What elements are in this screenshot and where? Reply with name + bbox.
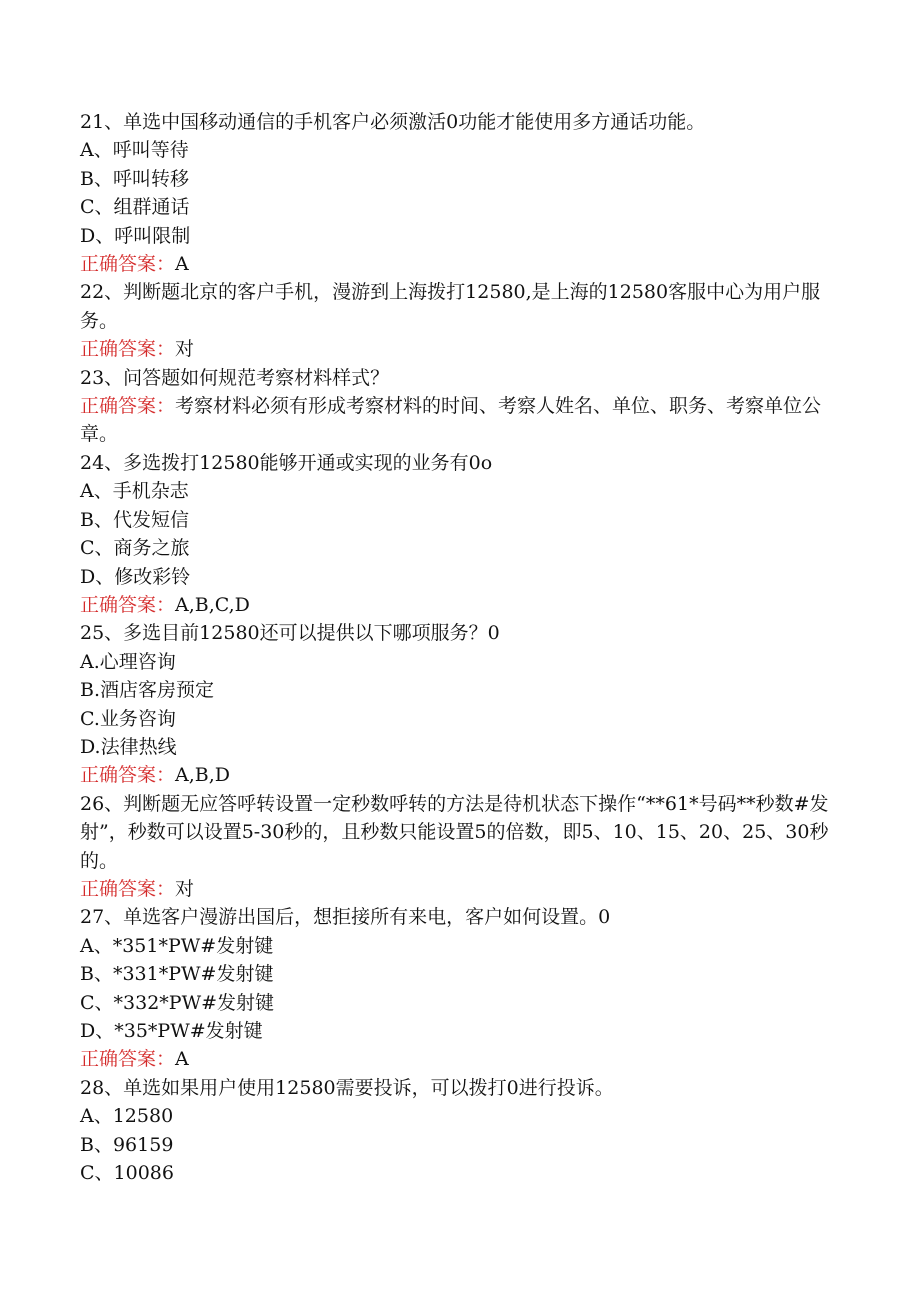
- answer-value: A: [175, 1048, 189, 1071]
- answer-line: [80, 761, 840, 789]
- option: B、呼叫转移: [80, 167, 189, 190]
- answer-value: A,B,C,D: [175, 593, 250, 616]
- question-block: [80, 790, 840, 904]
- answer-line: [80, 591, 840, 619]
- answer-value: 对: [175, 338, 195, 361]
- answer-label: 正确答案：: [80, 1048, 176, 1071]
- question-stem: 22、判断题北京的客户手机，漫游到上海拨打12580,是上海的12580客服中心为用户服务。: [80, 281, 821, 332]
- document-page: [80, 108, 840, 1187]
- option: B、*331*PW#发射键: [80, 963, 274, 986]
- answer-line: [80, 250, 840, 278]
- question-stem: 23、问答题如何规范考察材料样式？: [80, 366, 390, 389]
- option: B、代发短信: [80, 508, 189, 531]
- option: D、修改彩铃: [80, 565, 191, 588]
- answer-line: [80, 335, 840, 363]
- answer-value: 考察材料必须有形成考察材料的时间、考察人姓名、单位、职务、考察单位公章。: [80, 395, 822, 446]
- question-stem: 26、判断题无应答呼转设置一定秒数呼转的方法是待机状态下操作“**61*号码**秒数#发射”，秒数可以设置5-30秒的，且秒数只能设置5的倍数，即5、10、15、20、25、30秒的。: [80, 792, 829, 872]
- question-stem: 28、单选如果用户使用12580需要投诉，可以拨打0进行投诉。: [80, 1076, 614, 1099]
- option: C、商务之旅: [80, 537, 190, 560]
- option: A、呼叫等待: [80, 139, 189, 162]
- answer-value: A,B,D: [175, 764, 231, 787]
- question-stem: 25、多选目前12580还可以提供以下哪项服务？0: [80, 622, 500, 645]
- question-stem: 24、多选拨打12580能够开通或实现的业务有0o: [80, 451, 493, 474]
- answer-label: 正确答案：: [80, 593, 176, 616]
- question-block: [80, 364, 840, 449]
- answer-label: 正确答案：: [80, 764, 176, 787]
- option: C.业务咨询: [80, 707, 176, 730]
- answer-label: 正确答案：: [80, 253, 176, 276]
- answer-label: 正确答案：: [80, 877, 176, 900]
- option: D.法律热线: [80, 735, 177, 758]
- answer-line: [80, 875, 840, 903]
- question-block: [80, 903, 840, 1073]
- question-block: [80, 1074, 840, 1188]
- question-block: [80, 449, 840, 619]
- option: C、*332*PW#发射键: [80, 991, 275, 1014]
- option: C、10086: [80, 1162, 174, 1185]
- option: B、96159: [80, 1133, 174, 1156]
- option: A、手机杂志: [80, 480, 189, 503]
- answer-label: 正确答案：: [80, 395, 176, 418]
- answer-line: [80, 392, 840, 449]
- answer-line: [80, 1045, 840, 1073]
- question-block: [80, 619, 840, 789]
- question-stem: 27、单选客户漫游出国后，想拒接所有来电，客户如何设置。0: [80, 906, 611, 929]
- answer-label: 正确答案：: [80, 338, 176, 361]
- answer-value: 对: [175, 877, 195, 900]
- option: D、呼叫限制: [80, 224, 191, 247]
- option: A.心理咨询: [80, 650, 176, 673]
- option: A、*351*PW#发射键: [80, 934, 274, 957]
- question-block: [80, 108, 840, 278]
- option: A、12580: [80, 1105, 174, 1128]
- question-block: [80, 278, 840, 363]
- answer-value: A: [175, 253, 189, 276]
- option: D、*35*PW#发射键: [80, 1020, 263, 1042]
- option: B.酒店客房预定: [80, 679, 215, 702]
- question-stem: 21、单选中国移动通信的手机客户必须激活0功能才能使用多方通话功能。: [80, 111, 706, 133]
- option: C、组群通话: [80, 196, 190, 219]
